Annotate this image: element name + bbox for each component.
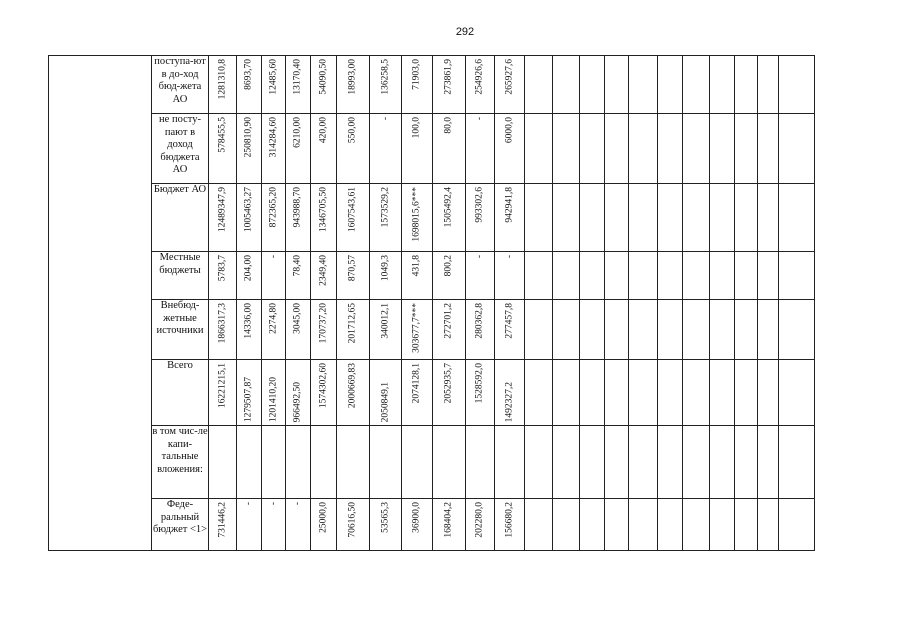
empty-cell: [605, 184, 629, 252]
empty-cell: [553, 56, 580, 114]
empty-cell: [710, 56, 735, 114]
cell-value: 71903,0: [411, 59, 422, 90]
value-cell: [402, 360, 433, 426]
value-cell: [209, 56, 237, 114]
row-label: в том чис-ле капи-тальные вложения:: [152, 426, 209, 499]
empty-cell: [758, 360, 779, 426]
cell-value: 204,00: [243, 255, 254, 282]
cell-value: 2349,40: [317, 255, 328, 286]
empty-cell: [779, 499, 815, 551]
cell-value: 872365,20: [267, 187, 278, 228]
cell-value: 254926,6: [474, 59, 485, 95]
cell-value: 993302,6: [474, 187, 485, 223]
cell-value: 136258,5: [379, 59, 390, 95]
cell-value: 1505492,4: [443, 187, 454, 228]
page-number: 292: [455, 26, 475, 38]
value-cell: [209, 360, 237, 426]
empty-cell: [710, 360, 735, 426]
cell-value: 731446,2: [216, 502, 227, 538]
empty-cell: [683, 114, 710, 184]
value-cell: [466, 252, 495, 300]
empty-cell: [735, 499, 758, 551]
cell-value: 250810,90: [243, 117, 254, 158]
value-cell: [237, 300, 262, 360]
empty-cell: [580, 360, 605, 426]
cell-value: 53565,3: [379, 502, 390, 533]
empty-cell: [580, 252, 605, 300]
empty-cell: [735, 426, 758, 499]
empty-cell: [758, 252, 779, 300]
value-cell: [495, 426, 525, 499]
empty-cell: [779, 252, 815, 300]
empty-cell: [553, 184, 580, 252]
value-cell: [433, 184, 466, 252]
value-cell: [402, 499, 433, 551]
cell-value: 1492327,2: [503, 381, 514, 422]
value-cell: [337, 300, 370, 360]
empty-cell: [758, 184, 779, 252]
value-cell: [433, 426, 466, 499]
empty-cell: [525, 426, 553, 499]
cell-value: 78,40: [292, 255, 303, 277]
empty-cell: [553, 499, 580, 551]
cell-value: 5783,7: [216, 255, 227, 282]
cell-value: -: [474, 255, 485, 259]
cell-value: 100,0: [411, 117, 422, 139]
value-cell: [337, 426, 370, 499]
empty-cell: [525, 252, 553, 300]
value-cell: [262, 114, 286, 184]
value-cell: [370, 360, 402, 426]
row-label: Бюджет АО: [152, 184, 209, 252]
cell-value: 80,0: [443, 117, 454, 134]
row-label: Феде-ральный бюджет <1>: [152, 499, 209, 551]
value-cell: [466, 56, 495, 114]
cell-value: 303677,7***: [411, 303, 422, 353]
value-cell: [209, 300, 237, 360]
cell-value: 3045,00: [292, 303, 303, 334]
cell-value: 1049,3: [379, 255, 390, 282]
empty-cell: [735, 114, 758, 184]
value-cell: [262, 252, 286, 300]
cell-value: 800,2: [443, 255, 454, 277]
empty-cell: [779, 426, 815, 499]
cell-value: 170737,20: [317, 303, 328, 344]
row-label: поступа-ют в до-ход бюд-жета АО: [152, 56, 209, 114]
empty-cell: [629, 300, 658, 360]
value-cell: [209, 184, 237, 252]
value-cell: [370, 184, 402, 252]
empty-cell: [683, 426, 710, 499]
cell-value: 1607543,61: [347, 187, 358, 233]
empty-cell: [658, 300, 683, 360]
empty-cell: [710, 300, 735, 360]
empty-cell: [629, 360, 658, 426]
cell-value: 550,00: [347, 117, 358, 144]
empty-cell: [605, 114, 629, 184]
cell-value: 966492,50: [292, 381, 303, 422]
value-cell: [495, 300, 525, 360]
cell-value: 2000669,83: [347, 363, 358, 409]
value-cell: [209, 499, 237, 551]
table-row: [49, 252, 815, 300]
value-cell: [311, 114, 337, 184]
cell-value: 2052935,7: [443, 363, 454, 404]
empty-cell: [658, 184, 683, 252]
empty-cell: [758, 300, 779, 360]
blank-cell: [49, 56, 152, 551]
cell-value: 870,57: [347, 255, 358, 282]
value-cell: [337, 252, 370, 300]
value-cell: [286, 360, 311, 426]
empty-cell: [525, 360, 553, 426]
empty-cell: [629, 426, 658, 499]
cell-value: 273861,9: [443, 59, 454, 95]
cell-value: -: [267, 502, 278, 506]
cell-value: 201712,65: [347, 303, 358, 344]
value-cell: [286, 499, 311, 551]
empty-cell: [683, 56, 710, 114]
value-cell: [311, 426, 337, 499]
cell-value: 1005463,27: [243, 187, 254, 233]
cell-value: 8693,70: [243, 59, 254, 90]
row-label: не посту-пают в доход бюджета АО: [152, 114, 209, 184]
value-cell: [286, 184, 311, 252]
cell-value: 54090,50: [317, 59, 328, 95]
cell-value: 36900,0: [411, 502, 422, 533]
empty-cell: [525, 499, 553, 551]
table-row: [49, 499, 815, 551]
value-cell: [433, 300, 466, 360]
empty-cell: [525, 114, 553, 184]
value-cell: [237, 184, 262, 252]
value-cell: [466, 184, 495, 252]
empty-cell: [658, 114, 683, 184]
value-cell: [286, 114, 311, 184]
cell-value: 1279507,87: [243, 376, 254, 422]
value-cell: [370, 499, 402, 551]
cell-value: 12489347,9: [216, 187, 227, 233]
empty-cell: [525, 184, 553, 252]
empty-cell: [710, 499, 735, 551]
empty-cell: [779, 56, 815, 114]
row-label: Местные бюджеты: [152, 252, 209, 300]
cell-value: 156680,2: [503, 502, 514, 538]
empty-cell: [580, 426, 605, 499]
empty-cell: [779, 300, 815, 360]
value-cell: [370, 300, 402, 360]
value-cell: [466, 499, 495, 551]
empty-cell: [710, 114, 735, 184]
cell-value: 265927,6: [503, 59, 514, 95]
empty-cell: [629, 499, 658, 551]
cell-value: 25000,0: [317, 502, 328, 533]
value-cell: [209, 114, 237, 184]
value-cell: [337, 499, 370, 551]
value-cell: [237, 252, 262, 300]
value-cell: [311, 184, 337, 252]
empty-cell: [580, 184, 605, 252]
value-cell: [286, 56, 311, 114]
empty-cell: [629, 184, 658, 252]
cell-value: 2074128,1: [411, 363, 422, 404]
value-cell: [337, 114, 370, 184]
table-row: [49, 184, 815, 252]
cell-value: 314284,60: [267, 117, 278, 158]
empty-cell: [683, 184, 710, 252]
empty-cell: [605, 56, 629, 114]
empty-cell: [779, 114, 815, 184]
cell-value: 1698015,6***: [411, 187, 422, 242]
value-cell: [495, 252, 525, 300]
cell-value: -: [292, 502, 303, 506]
cell-value: 1574302,60: [317, 363, 328, 409]
cell-value: 70616,50: [347, 502, 358, 538]
cell-value: 942941,8: [503, 187, 514, 223]
value-cell: [433, 252, 466, 300]
empty-cell: [553, 300, 580, 360]
row-label: Всего: [152, 360, 209, 426]
cell-value: 1201410,20: [267, 376, 278, 422]
cell-value: -: [379, 117, 390, 121]
table-row: [49, 300, 815, 360]
value-cell: [370, 426, 402, 499]
empty-cell: [735, 252, 758, 300]
cell-value: 168404,2: [443, 502, 454, 538]
empty-cell: [758, 499, 779, 551]
empty-cell: [658, 56, 683, 114]
empty-cell: [658, 252, 683, 300]
table-row: [49, 426, 815, 499]
value-cell: [433, 56, 466, 114]
cell-value: 420,00: [317, 117, 328, 144]
empty-cell: [758, 114, 779, 184]
empty-cell: [779, 360, 815, 426]
empty-cell: [658, 360, 683, 426]
empty-cell: [658, 499, 683, 551]
value-cell: [262, 184, 286, 252]
empty-cell: [710, 426, 735, 499]
cell-value: 1866317,3: [216, 303, 227, 344]
value-cell: [237, 360, 262, 426]
value-cell: [262, 360, 286, 426]
cell-value: 18993,00: [347, 59, 358, 95]
cell-value: -: [243, 502, 254, 506]
value-cell: [337, 184, 370, 252]
value-cell: [237, 56, 262, 114]
empty-cell: [580, 114, 605, 184]
cell-value: -: [474, 117, 485, 121]
value-cell: [337, 56, 370, 114]
value-cell: [402, 252, 433, 300]
value-cell: [433, 360, 466, 426]
empty-cell: [683, 300, 710, 360]
table-row: [49, 360, 815, 426]
empty-cell: [735, 300, 758, 360]
budget-table: [48, 55, 815, 551]
value-cell: [237, 114, 262, 184]
empty-cell: [710, 252, 735, 300]
value-cell: [495, 114, 525, 184]
cell-value: 16221215,1: [216, 363, 227, 409]
empty-cell: [629, 114, 658, 184]
value-cell: [402, 426, 433, 499]
cell-value: 6000,0: [503, 117, 514, 144]
value-cell: [286, 300, 311, 360]
value-cell: [402, 114, 433, 184]
empty-cell: [735, 184, 758, 252]
empty-cell: [710, 184, 735, 252]
cell-value: -: [503, 255, 514, 259]
value-cell: [311, 252, 337, 300]
empty-cell: [553, 360, 580, 426]
empty-cell: [553, 114, 580, 184]
value-cell: [209, 252, 237, 300]
value-cell: [262, 426, 286, 499]
value-cell: [495, 499, 525, 551]
cell-value: 12485,60: [267, 59, 278, 95]
value-cell: [237, 426, 262, 499]
empty-cell: [758, 56, 779, 114]
cell-value: 272701,2: [443, 303, 454, 339]
value-cell: [466, 360, 495, 426]
cell-value: 431,8: [411, 255, 422, 277]
value-cell: [237, 499, 262, 551]
empty-cell: [605, 499, 629, 551]
value-cell: [433, 499, 466, 551]
value-cell: [370, 252, 402, 300]
table-row: [49, 56, 815, 114]
empty-cell: [553, 252, 580, 300]
value-cell: [402, 184, 433, 252]
empty-cell: [758, 426, 779, 499]
empty-cell: [580, 56, 605, 114]
cell-value: 1281310,8: [216, 59, 227, 100]
empty-cell: [553, 426, 580, 499]
value-cell: [433, 114, 466, 184]
value-cell: [402, 56, 433, 114]
cell-value: 1573529,2: [379, 187, 390, 228]
value-cell: [286, 426, 311, 499]
empty-cell: [580, 300, 605, 360]
cell-value: 277457,8: [503, 303, 514, 339]
value-cell: [466, 300, 495, 360]
value-cell: [495, 184, 525, 252]
cell-value: 2274,80: [267, 303, 278, 334]
value-cell: [286, 252, 311, 300]
row-label: Внебюд-жетные источники: [152, 300, 209, 360]
cell-value: 14336,00: [243, 303, 254, 339]
cell-value: 943988,70: [292, 187, 303, 228]
cell-value: 280362,8: [474, 303, 485, 339]
empty-cell: [525, 300, 553, 360]
cell-value: 1346705,50: [317, 187, 328, 233]
cell-value: 2050849,1: [379, 381, 390, 422]
empty-cell: [683, 499, 710, 551]
value-cell: [311, 499, 337, 551]
value-cell: [466, 114, 495, 184]
empty-cell: [525, 56, 553, 114]
cell-value: 578455,5: [216, 117, 227, 153]
empty-cell: [658, 426, 683, 499]
cell-value: 6210,00: [292, 117, 303, 148]
cell-value: 202280,0: [474, 502, 485, 538]
cell-value: 1528592,0: [474, 363, 485, 404]
empty-cell: [779, 184, 815, 252]
value-cell: [311, 56, 337, 114]
value-cell: [466, 426, 495, 499]
table-row: [49, 114, 815, 184]
empty-cell: [605, 426, 629, 499]
empty-cell: [629, 252, 658, 300]
empty-cell: [683, 252, 710, 300]
value-cell: [402, 300, 433, 360]
value-cell: [311, 300, 337, 360]
empty-cell: [605, 360, 629, 426]
empty-cell: [735, 360, 758, 426]
empty-cell: [580, 499, 605, 551]
value-cell: [337, 360, 370, 426]
empty-cell: [605, 300, 629, 360]
cell-value: 13170,40: [292, 59, 303, 95]
value-cell: [262, 56, 286, 114]
value-cell: [370, 114, 402, 184]
value-cell: [262, 300, 286, 360]
empty-cell: [629, 56, 658, 114]
value-cell: [370, 56, 402, 114]
value-cell: [262, 499, 286, 551]
cell-value: -: [267, 255, 278, 259]
empty-cell: [683, 360, 710, 426]
value-cell: [495, 56, 525, 114]
value-cell: [495, 360, 525, 426]
empty-cell: [735, 56, 758, 114]
value-cell: [311, 360, 337, 426]
cell-value: 340012,1: [379, 303, 390, 339]
empty-cell: [605, 252, 629, 300]
value-cell: [209, 426, 237, 499]
